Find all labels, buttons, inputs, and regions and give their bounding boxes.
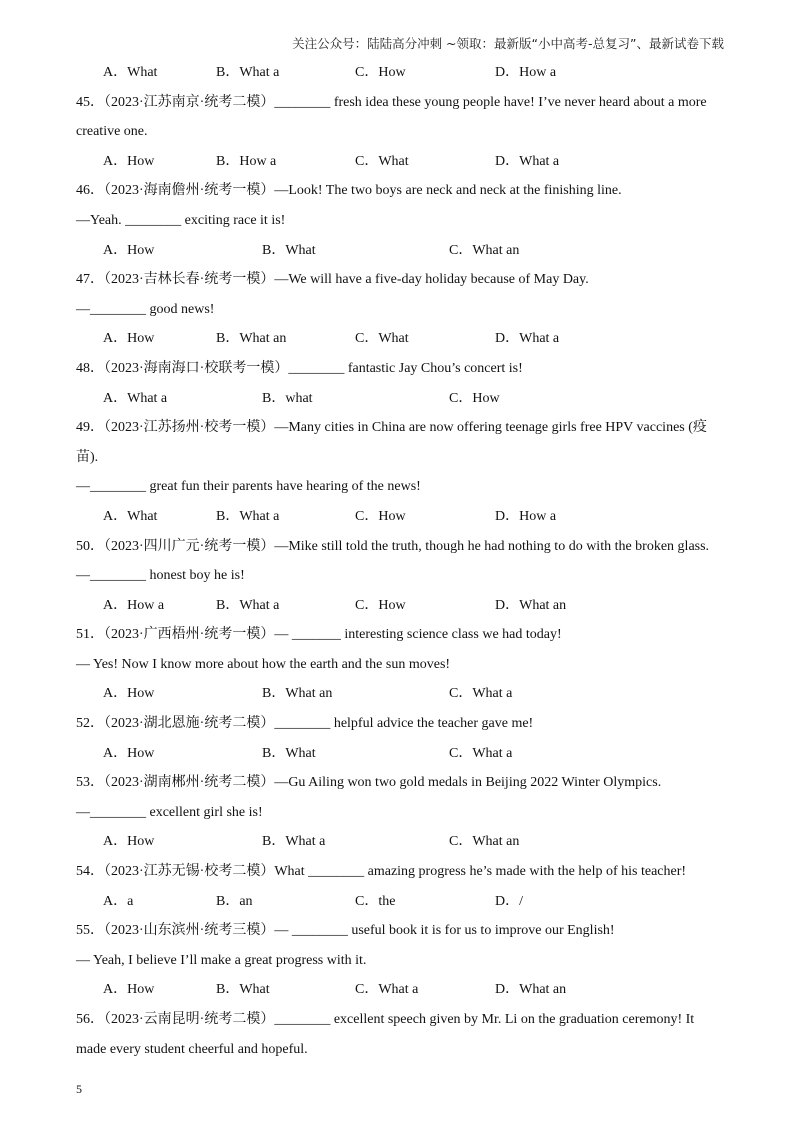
answer-option: A．How a [103, 597, 165, 613]
question-line: 55．（2023·山东滨州·统考三模）— ________ useful book it is for us to improve our English! [76, 923, 615, 939]
answer-option: B．What an [216, 331, 287, 347]
options-row [76, 384, 726, 414]
question-line: 49．（2023·江苏扬州·校考一模）—Many cities in China are now offering teenage girls free HPV vaccines (疫 [76, 420, 707, 436]
question-line: —________ great fun their parents have hearing of the news! [76, 479, 421, 495]
answer-option: C．How [355, 597, 406, 613]
question-line: 52．（2023·湖北恩施·统考二模）________ helpful advice the teacher gave me! [76, 716, 534, 732]
question-line: 54．（2023·江苏无锡·校考二模）What ________ amazing progress he’s made with the help of his teacher! [76, 864, 687, 880]
options-row [76, 324, 726, 354]
question-line: 50．（2023·四川广元·统考一模）—Mike still told the truth, though he had nothing to do with the broken glass. [76, 538, 710, 554]
answer-option: C．What a [355, 982, 419, 998]
answer-option: B．What [216, 982, 270, 998]
question-line: 45．（2023·江苏南京·统考二模）________ fresh idea these young people have! I’ve never heard about a more [76, 94, 707, 110]
question-line: — Yeah, I believe I’ll make a great progress with it. [76, 952, 367, 968]
answer-option: B．an [216, 893, 253, 909]
answer-option: B．what [262, 390, 313, 406]
answer-option: D．What a [495, 153, 560, 169]
page-number: 5 [76, 1082, 82, 1096]
answer-option: B．What [262, 242, 316, 258]
question-line: made every student cheerful and hopeful. [76, 1041, 308, 1057]
answer-option: A．What a [103, 390, 168, 406]
question-line: —________ good news! [76, 301, 215, 317]
answer-option: B．What a [216, 508, 280, 524]
answer-option: A．How [103, 153, 155, 169]
answer-option: D．What an [495, 597, 567, 613]
question-line: —________ honest boy he is! [76, 568, 245, 584]
answer-option: C．What [355, 153, 409, 169]
answer-option: D．How a [495, 65, 557, 80]
question-line: 48．（2023·海南海口·校联考一模）________ fantastic Jay Chou’s concert is! [76, 360, 523, 376]
question-list [76, 58, 726, 1064]
answer-option: C．What an [449, 242, 520, 258]
options-row [76, 502, 726, 532]
answer-option: C．What a [449, 745, 513, 761]
answer-option: A．How [103, 331, 155, 347]
options-row [76, 827, 726, 857]
answer-option: B．How a [216, 153, 277, 169]
answer-option: B．What an [262, 686, 333, 702]
options-row [76, 236, 726, 266]
options-row [76, 58, 726, 88]
answer-option: B．What [262, 745, 316, 761]
answer-option: B．What a [262, 834, 326, 850]
answer-option: A．a [103, 893, 134, 909]
options-row [76, 739, 726, 769]
options-row [76, 591, 726, 621]
page-header: 关注公众号：陆陆高分冲刺 ~领取：最新版“小中高考-总复习”、最新试卷下载 [292, 36, 724, 51]
question-line: —Yeah. ________ exciting race it is! [76, 212, 286, 228]
question-line: 51．（2023·广西梧州·统考一模）— _______ interesting science class we had today! [76, 627, 562, 643]
question-line: 苗). [76, 449, 99, 465]
answer-option: C．How [355, 65, 406, 80]
options-row [76, 147, 726, 177]
answer-option: A．How [103, 686, 155, 702]
options-row [76, 887, 726, 917]
question-line: 46．（2023·海南儋州·统考一模）—Look! The two boys are neck and neck at the finishing line. [76, 183, 622, 199]
answer-option: D．What an [495, 982, 567, 998]
question-line: 53．（2023·湖南郴州·统考二模）—Gu Ailing won two gold medals in Beijing 2022 Winter Olympics. [76, 775, 662, 791]
answer-option: D．How a [495, 508, 557, 524]
answer-option: B．What a [216, 597, 280, 613]
answer-option: D．What a [495, 331, 560, 347]
options-row [76, 975, 726, 1005]
options-row [76, 679, 726, 709]
answer-option: A．How [103, 242, 155, 258]
answer-option: D．/ [495, 893, 523, 909]
answer-option: C．the [355, 893, 396, 909]
answer-option: A．What [103, 508, 158, 524]
answer-option: C．What an [449, 834, 520, 850]
answer-option: A．What [103, 65, 158, 80]
answer-option: C．What [355, 331, 409, 347]
question-line: 47．（2023·吉林长春·统考一模）—We will have a five-day holiday because of May Day. [76, 272, 589, 288]
answer-option: A．How [103, 834, 155, 850]
answer-option: A．How [103, 982, 155, 998]
question-line: — Yes! Now I know more about how the earth and the sun moves! [76, 656, 451, 672]
answer-option: C．How [355, 508, 406, 524]
answer-option: B．What a [216, 65, 280, 80]
answer-option: C．How [449, 390, 500, 406]
answer-option: A．How [103, 745, 155, 761]
question-line: 56．（2023·云南昆明·统考二模）________ excellent speech given by Mr. Li on the graduation ceremony! It [76, 1012, 695, 1027]
question-line: —________ excellent girl she is! [76, 804, 263, 820]
question-line: creative one. [76, 124, 148, 140]
answer-option: C．What a [449, 686, 513, 702]
